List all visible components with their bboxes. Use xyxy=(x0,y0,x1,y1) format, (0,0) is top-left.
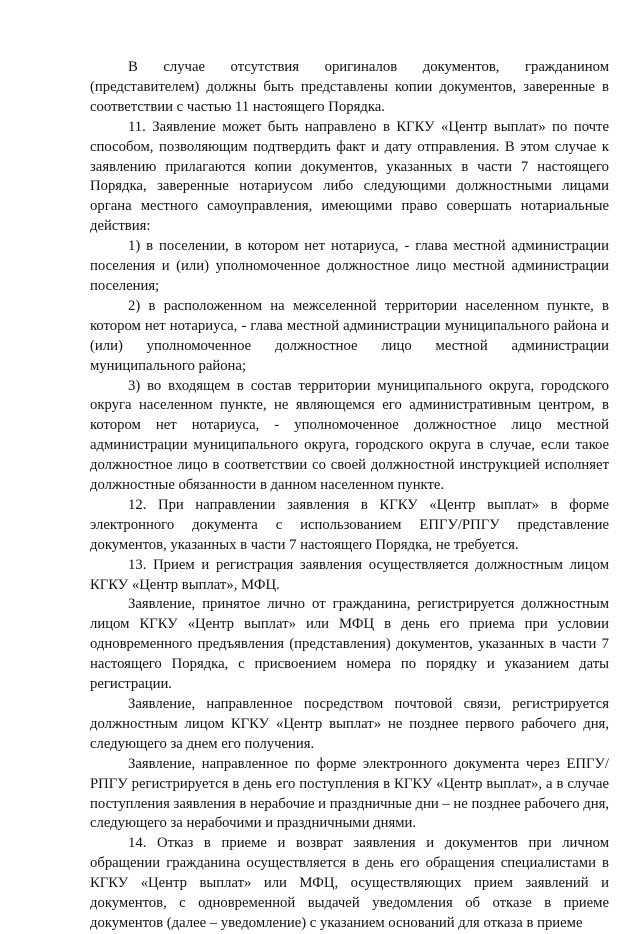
paragraph-11-mail-submission: 11. Заявление может быть направлено в КГКУ «Центр выплат» по почте способом, позволяющим подтвердить факт и дату отправления. В этом случае к заявлению прилагаются копии документов, указанных в части 7 настоящего Порядка, заверенные нотариусом либо следующими должностными лицами органа местного самоуправления, имеющими право совершать нотариальные действия: xyxy=(90,118,609,235)
paragraph-11-item-2: 2) в расположенном на межселенной территории населенном пункте, в котором нет нотариуса, - глава местной администрации муниципального района и (или) уполномоченное должностное лицо местной администрации муниципального района; xyxy=(90,297,609,374)
paragraph-13-electronic-form: Заявление, направленное по форме электронного документа через ЕПГУ/РПГУ регистрируется в день его поступления в КГКУ «Центр выплат», а в случае поступления заявления в нерабочие и праздничные дни – не позднее рабочего дня, следующего за нерабочими и праздничными днями. xyxy=(90,755,609,832)
paragraph-originals-absent: В случае отсутствия оригиналов документов, гражданином (представителем) должны быть представлены копии документов, заверенные в соответствии с частью 11 настоящего Порядка. xyxy=(90,59,609,115)
paragraph-13-postal: Заявление, направленное посредством почтовой связи, регистрируется должностным лицом КГКУ «Центр выплат» не позднее первого рабочего дня, следующего за днем его получения. xyxy=(90,696,609,752)
paragraph-11-item-3: 3) во входящем в состав территории муниципального округа, городского округа населенном пункте, не являющемся его административным центром, в котором нет нотариуса, - уполномоченное должностное лицо местной администрации муниципального округа, городского округа в случае, если такое должностное лицо в соответствии со своей должностной инструкцией исполняет должностные обязанности в данном населенном пункте. xyxy=(90,377,609,494)
paragraph-13-in-person: Заявление, принятое лично от гражданина, регистрируется должностным лицом КГКУ «Центр выплат» или МФЦ в день его приема при условии одновременного предъявления (представления) документов, указанных в части 7 настоящего Порядка, с присвоением номера по порядку и указанием даты регистрации. xyxy=(90,596,609,693)
paragraph-11-item-1: 1) в поселении, в котором нет нотариуса, - глава местной администрации поселения и (или) уполномоченное должностное лицо местной администрации поселения; xyxy=(90,238,609,294)
paragraph-14-refusal: 14. Отказ в приеме и возврат заявления и документов при личном обращении гражданина осуществляется в день его обращения специалистами в КГКУ «Центр выплат» или МФЦ, осуществляющих прием заявлений и документов, с одновременной выдачей уведомления об отказе в приеме документов (далее – уведомление) с указанием оснований для отказа в приеме xyxy=(90,835,609,931)
document-page xyxy=(90,58,609,934)
paragraph-12-electronic: 12. При направлении заявления в КГКУ «Центр выплат» в форме электронного документа с использованием ЕПГУ/РПГУ представление документов, указанных в части 7 настоящего Порядка, не требуется. xyxy=(90,496,609,553)
paragraph-13-registration: 13. Прием и регистрация заявления осуществляется должностным лицом КГКУ «Центр выплат», МФЦ. xyxy=(90,556,609,593)
